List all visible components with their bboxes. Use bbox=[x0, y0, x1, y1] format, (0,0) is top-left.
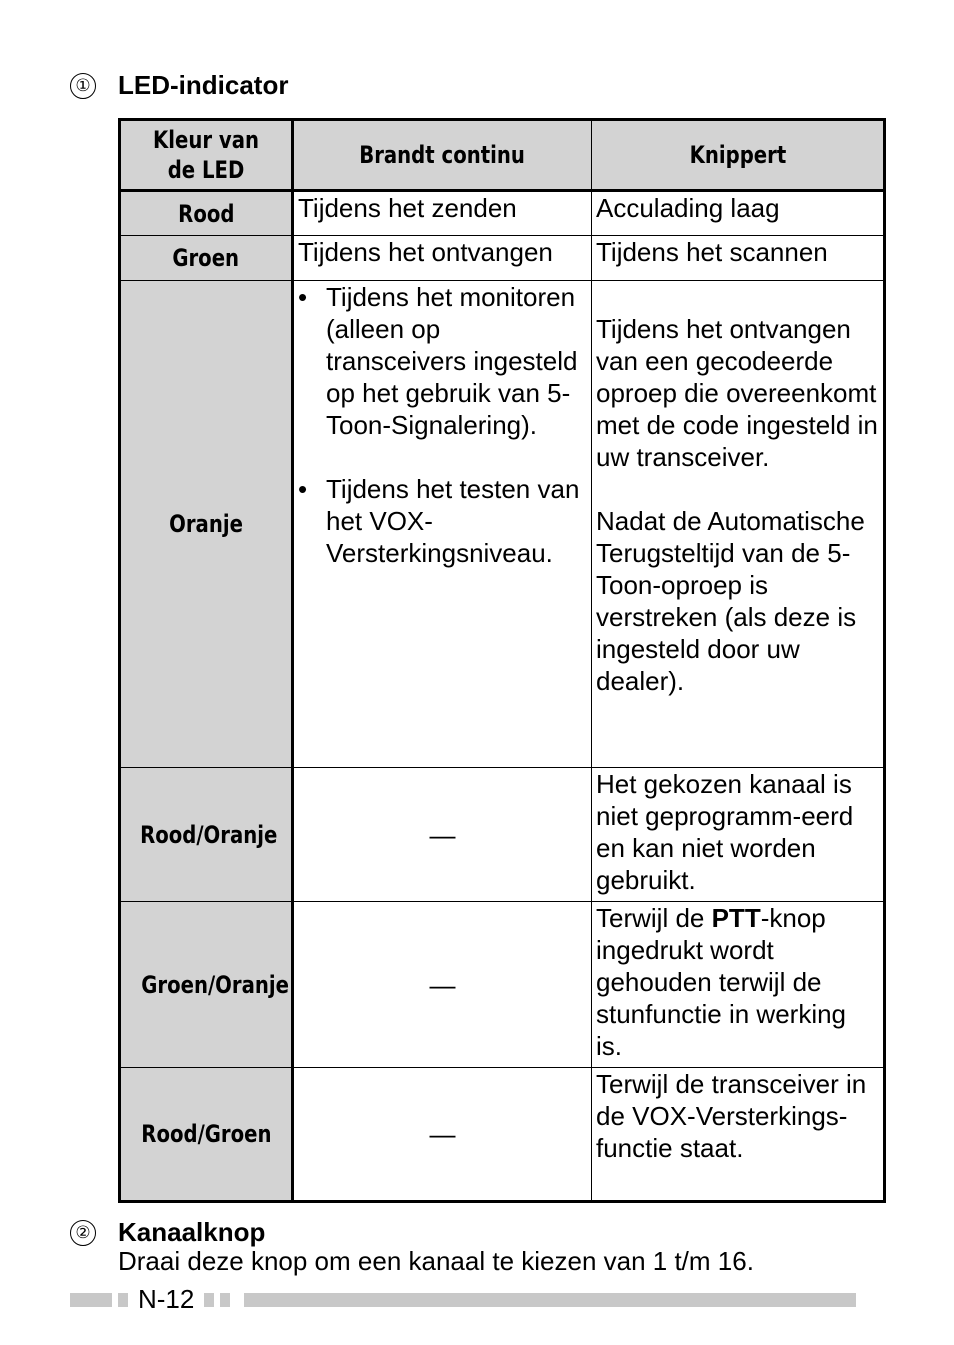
row-color: Groen bbox=[120, 236, 293, 281]
footer-bar bbox=[118, 1293, 128, 1307]
header-color: Kleur van de LED bbox=[120, 120, 293, 191]
table-header-row bbox=[120, 120, 885, 191]
cell-continu: — bbox=[293, 1068, 592, 1202]
table-row bbox=[120, 191, 885, 236]
row-color: Rood/Oranje bbox=[120, 768, 293, 902]
section-1-heading bbox=[70, 70, 288, 101]
table-row bbox=[120, 768, 885, 902]
section-2-heading bbox=[70, 1217, 265, 1248]
footer-bar bbox=[220, 1293, 230, 1307]
section-title: Kanaalknop bbox=[118, 1217, 266, 1247]
cell-knippert: Het gekozen kanaal is niet geprogramm-eerd en kan niet worden gebruikt. bbox=[592, 768, 885, 902]
section-title: LED-indicator bbox=[118, 70, 289, 100]
header-knippert: Knippert bbox=[592, 120, 885, 191]
footer-bar bbox=[244, 1293, 856, 1307]
cell-continu: — bbox=[293, 768, 592, 902]
footer-bar bbox=[204, 1293, 214, 1307]
cell-knippert: Tijdens het scannen bbox=[592, 236, 885, 281]
ptt-label: PTT bbox=[711, 903, 761, 933]
cell-knippert: Tijdens het ontvangen van een gecodeerde oproep die overeenkomt met de code ingesteld in uw transceiver. Nadat de Automatische Terugsteltijd van de 5-Toon-oproep is verstreken (als deze is ingesteld door uw dealer). bbox=[592, 281, 885, 768]
cell-continu: Tijdens het zenden bbox=[293, 191, 592, 236]
bullet-item: • Tijdens het testen van het VOX-Versterkingsniveau. bbox=[298, 474, 580, 568]
header-continu: Brandt continu bbox=[293, 120, 592, 191]
cell-knippert: Terwijl de transceiver in de VOX-Versterkings-functie staat. bbox=[592, 1068, 885, 1202]
table-row bbox=[120, 1068, 885, 1202]
row-color: Oranje bbox=[120, 281, 293, 768]
section-2-text: Draai deze knop om een kanaal te kiezen van 1 t/m 16. bbox=[118, 1246, 754, 1276]
table-row bbox=[120, 281, 885, 768]
table-row bbox=[120, 902, 885, 1068]
cell-continu: Tijdens het ontvangen bbox=[293, 236, 592, 281]
page-footer bbox=[70, 1284, 856, 1315]
section-number: ② bbox=[70, 1220, 96, 1246]
section-number: ① bbox=[70, 73, 96, 99]
cell-continu: — bbox=[293, 902, 592, 1068]
page-number: N-12 bbox=[138, 1284, 195, 1314]
row-color: Rood bbox=[120, 191, 293, 236]
table-row bbox=[120, 236, 885, 281]
row-color: Groen/Oranje bbox=[120, 902, 293, 1068]
cell-continu bbox=[293, 281, 592, 768]
cell-knippert: Terwijl de PTT-knop ingedrukt wordt gehouden terwijl de stunfunctie in werking is. bbox=[592, 902, 885, 1068]
bullet-item: • Tijdens het monitoren (alleen op transceivers ingesteld op het gebruik van 5-Toon-Signalering). bbox=[298, 282, 578, 440]
cell-knippert: Acculading laag bbox=[592, 191, 885, 236]
row-color: Rood/Groen bbox=[120, 1068, 293, 1202]
footer-bar bbox=[70, 1293, 112, 1307]
led-table bbox=[118, 118, 886, 1203]
